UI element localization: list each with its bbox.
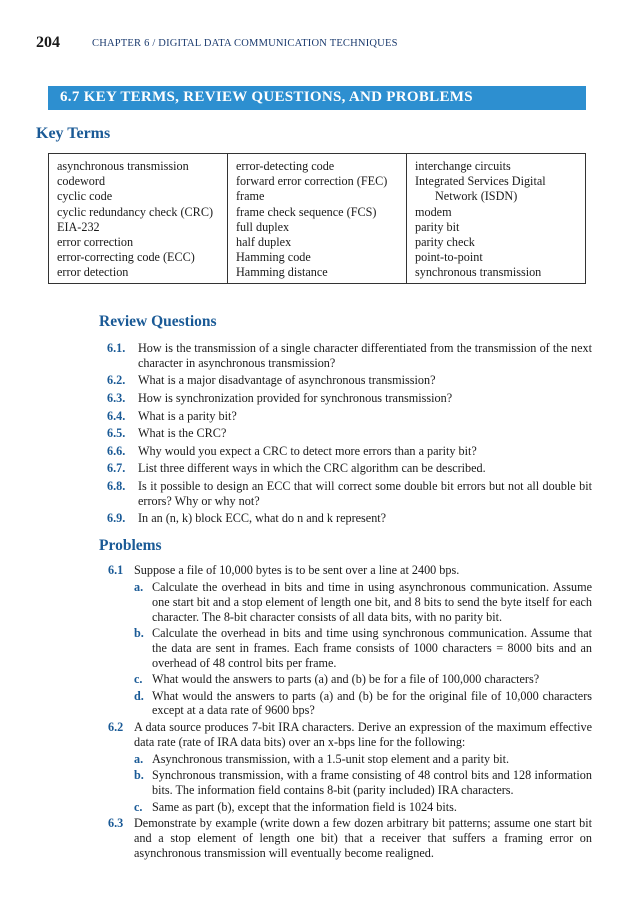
review-question xyxy=(107,373,592,388)
review-question xyxy=(107,391,592,406)
key-term: error detection xyxy=(57,265,129,280)
problem-text: A data source produces 7-bit IRA characters. Derive an expression of the maximum effective data rate (rate of IRA data bits) over an x-bps line for the following: xyxy=(134,719,592,749)
question-text: Why would you expect a CRC to detect more errors than a parity bit? xyxy=(138,443,477,458)
question-number: 6.4. xyxy=(107,408,126,423)
part-text: What would the answers to parts (a) and (b) be for the original file of 10,000 characters except at a data rate of 9600 bps? xyxy=(152,688,592,718)
question-number: 6.6. xyxy=(107,443,126,458)
part-text: Calculate the overhead in bits and time using synchronous communication. Assume that the data are sent in frames. Each frame consists of 1000 characters = 8000 bits and an overhead of 48 control bits per frame. xyxy=(152,626,592,670)
question-text: In an (n, k) block ECC, what do n and k represent? xyxy=(138,511,387,526)
question-number: 6.8. xyxy=(107,478,126,493)
question-text: List three different ways in which the CRC algorithm can be described. xyxy=(138,461,486,476)
problem-part xyxy=(134,672,592,687)
key-term: error-detecting code xyxy=(236,159,335,173)
key-terms-column-2 xyxy=(227,154,406,283)
key-term: codeword xyxy=(57,174,106,189)
key-term: EIA-232 xyxy=(57,219,100,234)
key-term: cyclic redundancy check (CRC) xyxy=(57,204,214,219)
review-question xyxy=(107,426,592,441)
key-term: parity bit xyxy=(415,219,460,234)
question-number: 6.9. xyxy=(107,511,126,526)
key-term: frame check sequence (FCS) xyxy=(236,204,377,219)
key-terms-column-3 xyxy=(406,154,585,283)
problem-text: Demonstrate by example (write down a few dozen arbitrary bit patterns; assume one start bit and a stop element of length one bit) that a receiver that suffers a framing error on asynchronous transmission will eventually become realigned. xyxy=(134,815,592,860)
part-label: c. xyxy=(134,672,143,687)
question-number: 6.2. xyxy=(107,373,126,388)
problem-part xyxy=(134,752,592,767)
problem-text: Suppose a file of 10,000 bytes is to be sent over a line at 2400 bps. xyxy=(134,563,460,577)
problems-heading: Problems xyxy=(99,537,162,554)
question-text: How is the transmission of a single character differentiated from the transmission of the next character in asynchronous transmission? xyxy=(138,341,592,370)
question-text: What is the CRC? xyxy=(138,426,227,441)
review-question xyxy=(107,511,592,526)
key-term: point-to-point xyxy=(415,250,483,265)
review-question xyxy=(107,409,592,424)
problem xyxy=(108,816,592,860)
problem-number: 6.1 xyxy=(108,563,124,577)
review-question xyxy=(107,479,592,509)
key-term: interchange circuits xyxy=(415,159,511,173)
problems-list xyxy=(108,563,592,863)
key-term: modem xyxy=(415,204,452,219)
part-label: c. xyxy=(134,799,143,814)
part-text: Synchronous transmission, with a frame consisting of 48 control bits and 128 information bits. The information field contains 8-bit (parity included) IRA characters. xyxy=(152,768,592,798)
key-term: full duplex xyxy=(236,219,290,234)
review-questions-heading: Review Questions xyxy=(99,313,217,330)
problem-part xyxy=(134,689,592,719)
problem-part xyxy=(134,580,592,624)
problem-part xyxy=(134,626,592,670)
question-text: What is a parity bit? xyxy=(138,408,237,423)
part-label: b. xyxy=(134,626,144,641)
problem xyxy=(108,563,592,578)
key-term-continuation: Network (ISDN) xyxy=(435,189,518,204)
question-text: What is a major disadvantage of asynchronous transmission? xyxy=(138,373,436,388)
problem-part xyxy=(134,768,592,798)
key-term: Hamming distance xyxy=(236,265,328,280)
page-number: 204 xyxy=(36,34,60,51)
problem xyxy=(108,720,592,750)
question-number: 6.5. xyxy=(107,426,126,441)
key-terms-heading: Key Terms xyxy=(36,125,111,142)
review-question xyxy=(107,341,592,371)
key-term: asynchronous transmission xyxy=(57,159,189,173)
section-title: 6.7 KEY TERMS, REVIEW QUESTIONS, AND PROBLEMS xyxy=(60,89,473,105)
part-text: Same as part (b), except that the information field is 1024 bits. xyxy=(152,799,457,814)
key-term: forward error correction (FEC) xyxy=(236,174,388,189)
question-number: 6.3. xyxy=(107,390,126,405)
question-number: 6.7. xyxy=(107,461,126,476)
key-term: error correction xyxy=(57,235,134,250)
review-question xyxy=(107,444,592,459)
part-label: d. xyxy=(134,688,144,703)
problem-number: 6.3 xyxy=(108,815,124,830)
key-term: frame xyxy=(236,189,265,204)
part-text: Asynchronous transmission, with a 1.5-unit stop element and a parity bit. xyxy=(152,751,510,766)
part-label: a. xyxy=(134,580,144,595)
section-title-bar xyxy=(48,86,586,110)
review-question xyxy=(107,461,592,476)
problem-part xyxy=(134,800,592,815)
question-text: How is synchronization provided for synchronous transmission? xyxy=(138,390,453,405)
key-term: cyclic code xyxy=(57,189,113,204)
part-label: a. xyxy=(134,751,144,766)
question-text: Is it possible to design an ECC that will correct some double bit errors but not all double bit errors? Why or why not? xyxy=(138,478,592,508)
part-text: What would the answers to parts (a) and (b) be for a file of 100,000 characters? xyxy=(152,672,540,687)
key-terms-column-1 xyxy=(49,154,227,283)
key-term: synchronous transmission xyxy=(415,265,542,280)
review-questions-list xyxy=(107,341,592,529)
part-text: Calculate the overhead in bits and time in using asynchronous communication. Assume one start bit and a stop element of length one bit, and 8 bits to send the byte itself for each character. The 8-bit character consists of all data bits, with no parity bit. xyxy=(152,580,592,624)
chapter-running-head: CHAPTER 6 / DIGITAL DATA COMMUNICATION TECHNIQUES xyxy=(92,38,398,49)
key-term: Integrated Services Digital xyxy=(415,174,546,189)
question-number: 6.1. xyxy=(107,341,126,355)
problem-number: 6.2 xyxy=(108,719,124,734)
key-term: half duplex xyxy=(236,235,292,250)
key-term: parity check xyxy=(415,235,475,250)
key-term: error-correcting code (ECC) xyxy=(57,250,195,265)
part-label: b. xyxy=(134,768,144,783)
key-terms-table xyxy=(48,153,586,284)
page-header xyxy=(36,34,606,56)
key-term: Hamming code xyxy=(236,250,311,265)
